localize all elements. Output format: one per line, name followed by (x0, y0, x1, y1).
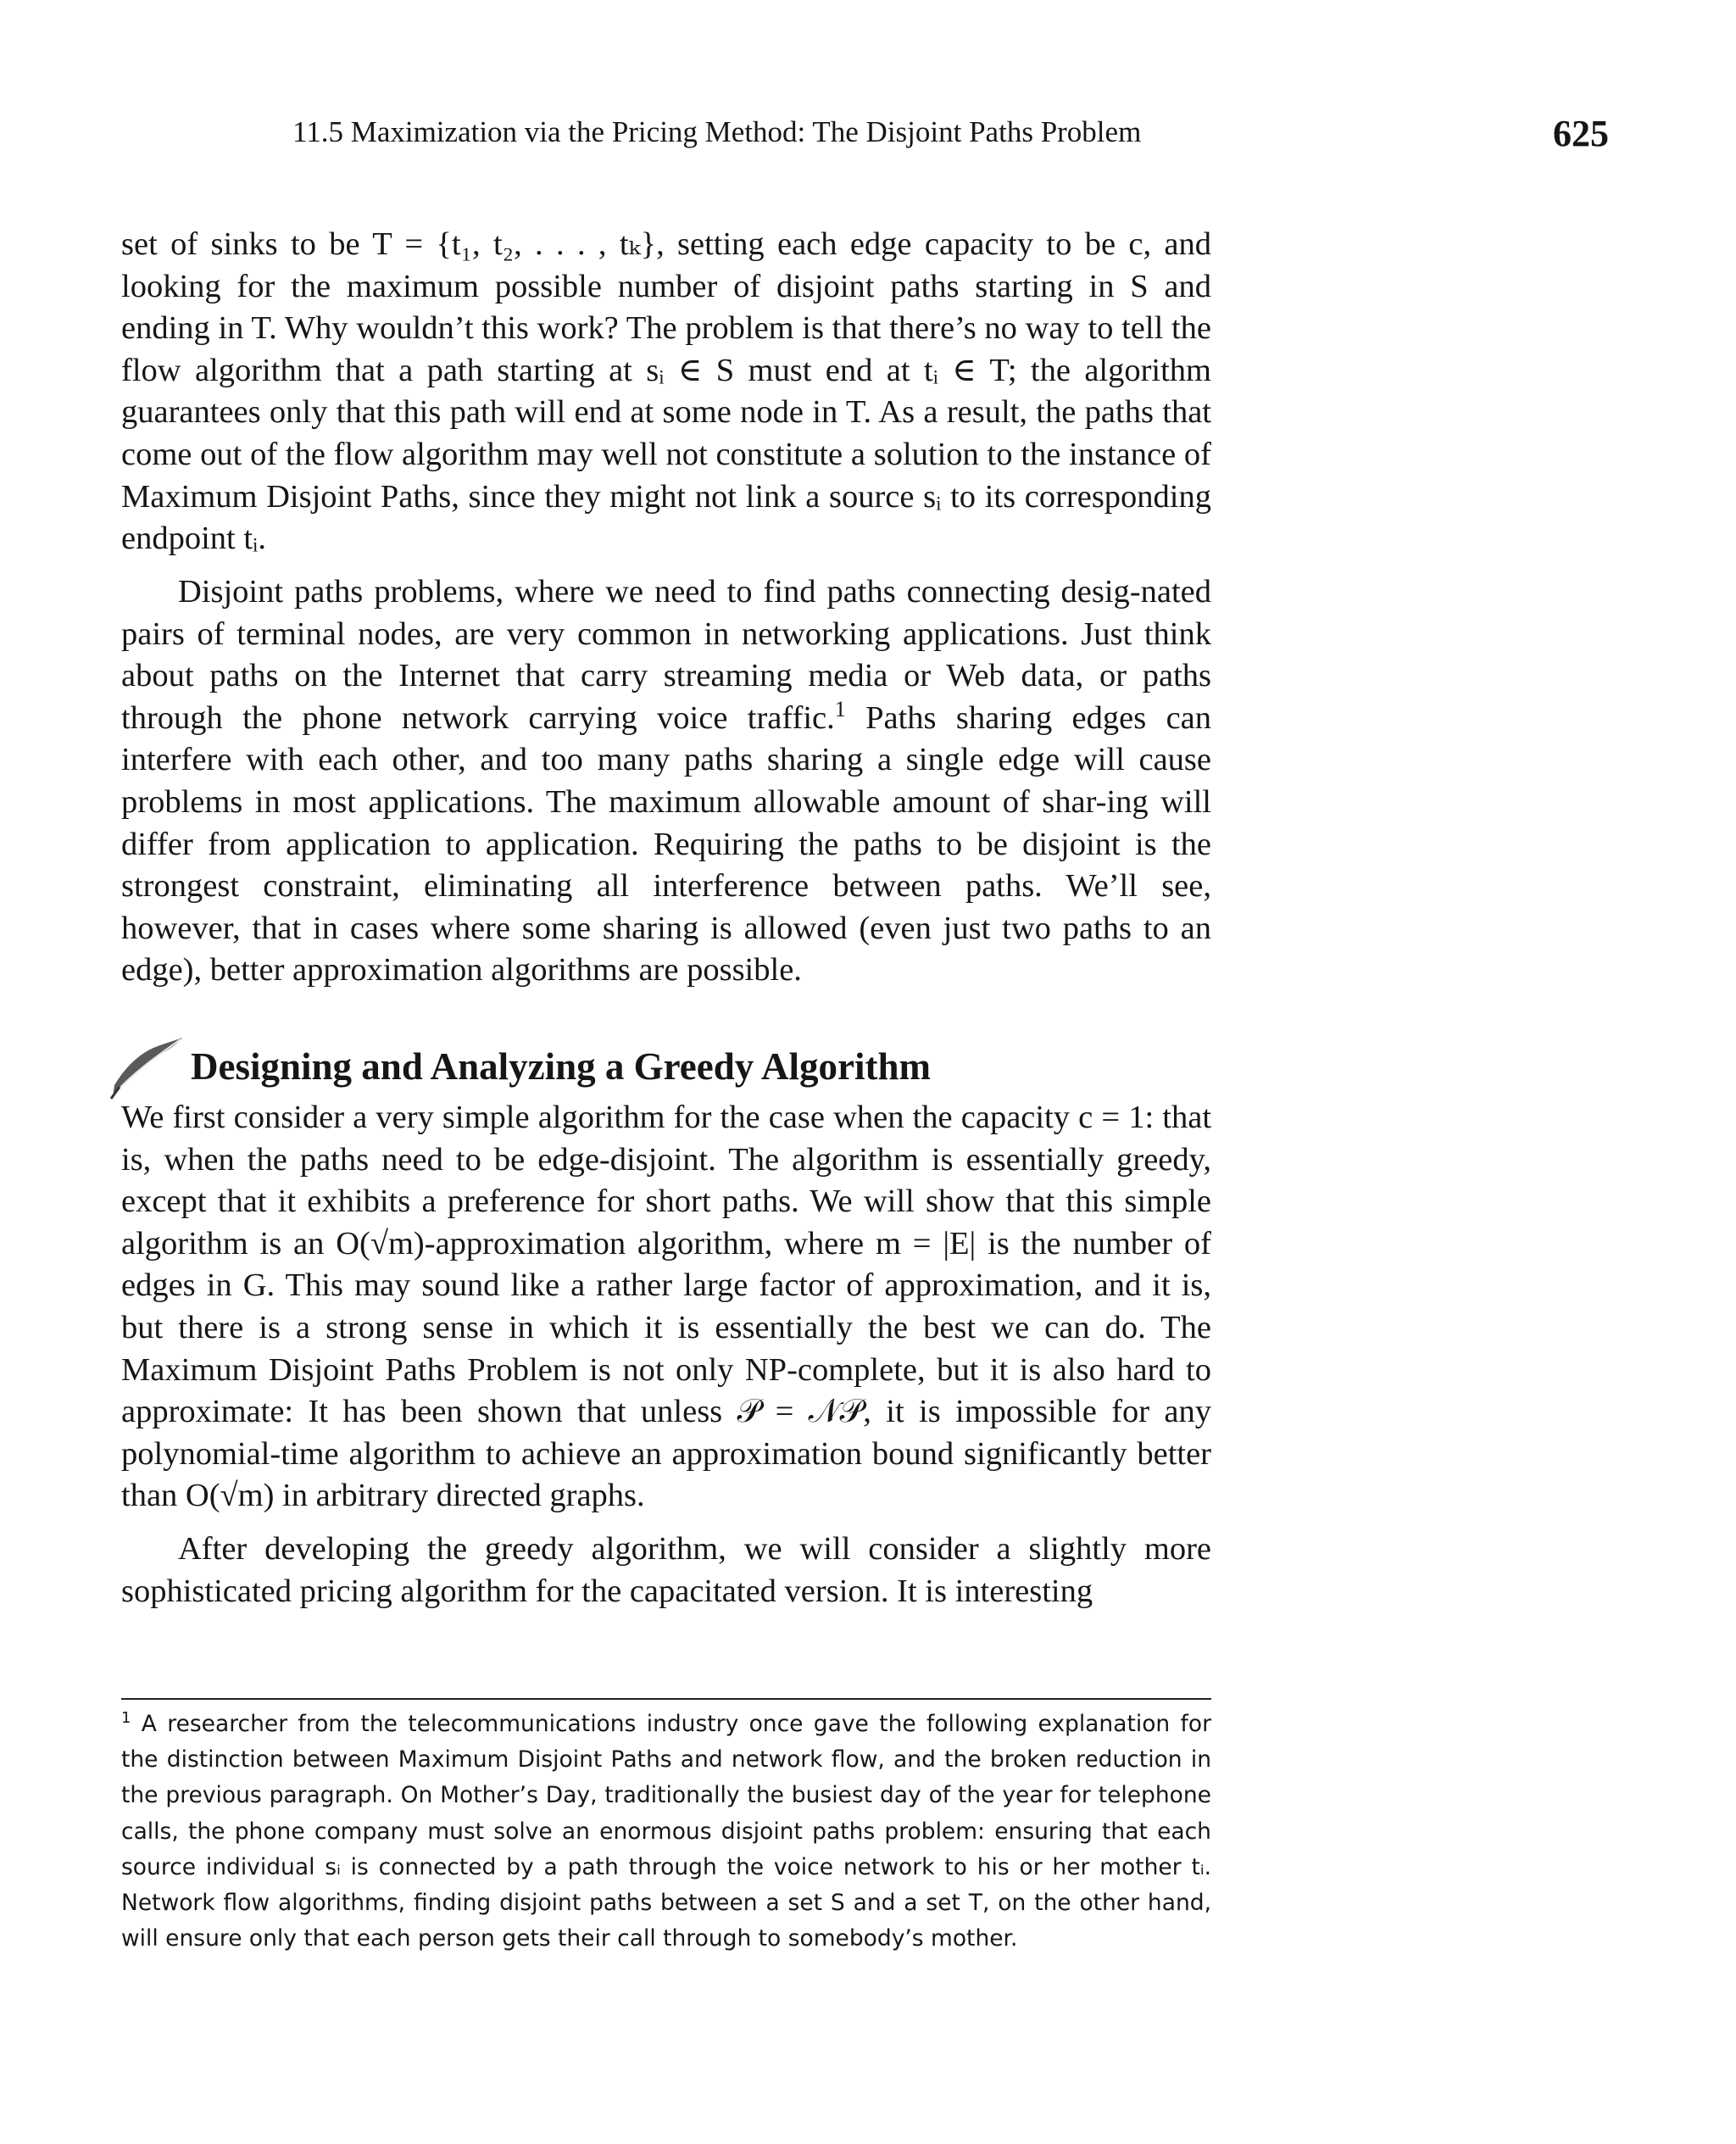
text-line: to an edge), better approximation algorithms are possible. (121, 910, 1211, 988)
quill-pen-icon (108, 1033, 186, 1100)
paragraph-text (121, 571, 1211, 992)
text-line: is the number of edges in G. This may sound like a rather large factor of (121, 1225, 1211, 1304)
footnote-line: individual sᵢ is connected by a path through the voice network to his or her mother tᵢ. Network flow (121, 1853, 1211, 1917)
section-title: Designing and Analyzing a Greedy Algorithm (191, 1045, 932, 1088)
text-line: result, the paths that come out of the flow algorithm may well not constitute a (121, 394, 1211, 472)
text-line: solution to the instance of Maximum Disjoint Paths, since they might not link (121, 436, 1211, 515)
text-line: cause problems in most applications. The maximum allowable amount of shar- (121, 742, 1211, 820)
paragraph-text (121, 1097, 1211, 1518)
footnote-marker: 1 (121, 1709, 131, 1727)
footnote-line: the phone company must solve an enormous disjoint paths problem: ensuring that each source (121, 1818, 1211, 1880)
text-line: set of sinks to be T = {t₁, t₂, . . . , tₖ}, setting each edge capacity to be c, and (121, 226, 1211, 262)
text-line: Paths sharing edges (845, 699, 1147, 736)
text-line: ing will differ from application to application. Requiring the paths to be disjoint (121, 783, 1212, 862)
text-line: this simple algorithm is an O(√m)-approximation algorithm, where m = |E| (121, 1183, 1211, 1261)
text-line: nated pairs of terminal nodes, are very common in networking applications. (121, 574, 1211, 652)
footnote-reference[interactable]: 1 (834, 696, 846, 721)
text-line: to tell the flow algorithm that a path starting at sᵢ ∈ S must end at tᵢ ∈ T; the (121, 310, 1211, 388)
footnote-line: previous paragraph. On Mother’s Day, traditionally the busiest day of the year for telephone calls, (121, 1782, 1211, 1845)
paragraph-networking-applications (121, 571, 1211, 992)
footnote-line: A researcher from the telecommunications industry once gave the following explanation for the (121, 1711, 1211, 1774)
text-line: a source sᵢ to its corresponding endpoint tᵢ. (121, 478, 1212, 557)
paragraph-pricing-intro (121, 1529, 1211, 1612)
text-line: algorithm guarantees only that this path will end at some node in T. As a (121, 352, 1212, 431)
paragraph-flow-reduction (121, 224, 1211, 560)
footnote-line: algorithms, finding disjoint paths between a set S and a set T, on the other hand, will ensure only (121, 1890, 1211, 1952)
text-line: see, however, that in cases where some sharing is allowed (even just two paths (121, 868, 1211, 946)
section-heading (108, 1033, 931, 1100)
text-line: but it is also hard to approximate: It has been shown that unless 𝒫 = 𝒩𝒫, it (121, 1351, 1211, 1430)
text-line: is impossible for any polynomial-time algorithm to achieve an approximation (121, 1394, 1212, 1472)
text-line: approximation, and it is, but there is a strong sense in which it is essentially the (121, 1267, 1211, 1345)
text-line: can interfere with each other, and too many paths sharing a single edge will (121, 699, 1211, 778)
footnote (121, 1707, 1211, 1957)
text-line: or paths through the phone network carrying voice traffic. (121, 658, 1212, 736)
text-line: that is, when the paths need to be edge-disjoint. The algorithm is essentially (121, 1100, 1212, 1178)
footnote-divider (121, 1698, 1211, 1700)
footnote-line: distinction between Maximum Disjoint Paths and network flow, and the broken reduction in the (121, 1746, 1211, 1809)
text-line: ending in T. Why wouldn’t this work? The problem is that there’s no way (121, 310, 1080, 347)
text-line: bound significantly better than O(√m) in arbitrary directed graphs. (121, 1435, 1211, 1514)
text-line: sophisticated pricing algorithm for the capacitated version. It is interesting (121, 1573, 1093, 1609)
paragraph-text (121, 1529, 1211, 1612)
text-line: We first consider a very simple algorithm for the case when the capacity c = 1: (121, 1100, 1155, 1135)
paragraph-greedy-algorithm (121, 1097, 1211, 1518)
paragraph-text (121, 224, 1211, 560)
running-head: 11.5 Maximization via the Pricing Method: The Disjoint Paths Problem (292, 115, 1142, 148)
footnote-line: that each person gets their call through to somebody’s mother. (303, 1925, 1018, 1952)
text-line: After developing the greedy algorithm, we will consider a slightly more (178, 1531, 1211, 1567)
text-line: Just think about paths on the Internet that carry streaming media or Web data, (121, 615, 1211, 694)
text-line: greedy, except that it exhibits a preference for short paths. We will show that (121, 1141, 1212, 1220)
text-line: Disjoint paths problems, where we need to find paths connecting desig- (178, 574, 1141, 610)
text-line: is the strongest constraint, eliminating all interference between paths. We’ll (121, 826, 1212, 905)
page-number: 625 (1553, 113, 1609, 154)
text-line: best we can do. The Maximum Disjoint Paths Problem is not only NP-complete, (121, 1309, 1212, 1388)
text-line: looking for the maximum possible number of disjoint paths starting in S and (121, 268, 1211, 304)
